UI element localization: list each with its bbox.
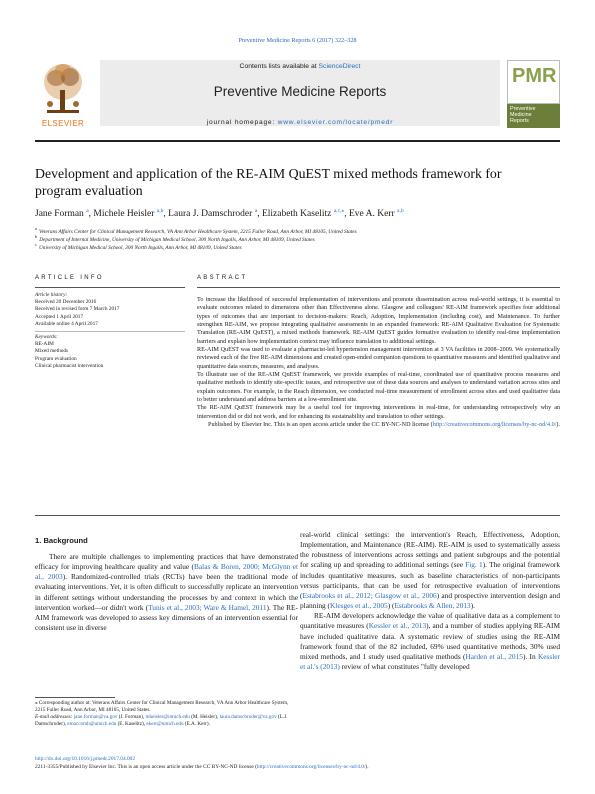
- author-name[interactable]: , Eve A. Kerr: [344, 209, 398, 220]
- abstract-paragraph: RE-AIM QuEST was used to evaluate a pharmacist-led hypertension management intervention at 3 VA facilities in 2008–2009. We systematically reviewed each of the five RE-AIM dimensions and created open-ended companion questions to quantitative measures and identified qualitative and quantitative data sources, measures, and analyses.: [197, 347, 560, 370]
- citation-link[interactable]: Balas & Boren, 2000; McGlynn et al., 2003: [35, 562, 298, 582]
- history-item: Accepted 1 April 2017: [35, 313, 84, 320]
- article-title: [35, 165, 560, 199]
- citation-link[interactable]: Klesges et al., 2005: [329, 601, 388, 611]
- email-label: E-mail addresses:: [35, 714, 74, 721]
- abstract-paragraph: To illustrate use of the RE-AIM QuEST framework, we provide examples of real-time, coordinated use of quantitative process measures and qualitative methods to identify site-specific issues, and retrospective use of these data sources and analyses to understand variation across sites and explain outcomes. For example, in the Reach dimension, we conducted real-time measurement of enrollment across sites and used qualitative data to better understand and address barriers at a low-enrollment site.: [197, 372, 560, 404]
- affiliation-mark: b: [35, 234, 38, 239]
- article-info-divider: [35, 331, 185, 332]
- license-end: ).: [556, 422, 560, 429]
- history-item: Available online 4 April 2017: [35, 320, 98, 327]
- article-info-heading: ARTICLE INFO: [35, 275, 104, 281]
- body-text: ). Randomized-controlled trials (RCTs) have been the traditional mode of evaluating interventions. Yet, it is often difficult to successfully replicate an intervention in different settings without understanding the processes by and context in which the intervention worked—or didn't work (: [35, 572, 299, 612]
- elsevier-logo: [35, 60, 91, 128]
- article-history: [35, 292, 185, 328]
- body-text: There are multiple challenges to implementing practices that have demonstrated efficacy for improving healthcare quality and value (: [35, 552, 298, 572]
- contents-prefix: Contents lists available at: [239, 63, 319, 70]
- journal-reference[interactable]: Preventive Medicine Reports 6 (2017) 322–328: [238, 37, 357, 44]
- body-text: ) (: [387, 601, 395, 611]
- author-affiliation-mark[interactable]: a,b: [156, 208, 164, 214]
- author-affiliation-mark[interactable]: a: [86, 208, 89, 214]
- footnote-rule: [35, 697, 115, 698]
- footnote-emails: [35, 714, 298, 728]
- author-affiliation-mark[interactable]: a,c,⁎: [333, 208, 345, 214]
- citation-link[interactable]: Harden et al., 2015: [465, 651, 523, 661]
- license-text: Published by Elsevier Inc. This is an open access article under the CC BY-NC-ND license (: [208, 422, 433, 429]
- email-link[interactable]: mheisler@umich.edu: [145, 714, 190, 721]
- body-text: ). The original framework includes quantitative measures, such as baseline characteristics of non-participants versus participants, that can be used for retrospective evaluation of interventions (: [300, 560, 560, 600]
- license-statement: [197, 421, 560, 429]
- body-text: ). In: [522, 651, 538, 661]
- journal-cover: [507, 60, 560, 128]
- keyword: Clinical pharmacist intervention: [35, 362, 104, 369]
- email-owner: (E. Kaselitz),: [116, 721, 147, 728]
- license-link[interactable]: http://creativecommons.org/licenses/by-nc-nd/4.0/: [432, 422, 557, 429]
- keyword: RE-AIM: [35, 341, 54, 348]
- body-text: ), and a number of studies applying RE-AIM have included qualitative data. A systematic review of studies using the RE-AIM framework found that of the 82 included, 69% used quantitative methods, 30% used mixed methods, and 1 study used qualitative methods (: [300, 621, 560, 661]
- elsevier-tree-icon: [41, 60, 85, 118]
- body-text: ). The RE-AIM framework was developed to assess key dimensions of an intervention essential for consistent use in diverse: [35, 602, 298, 633]
- body-text: review of what constitutes "fully developed: [339, 662, 470, 672]
- body-text: ).: [470, 601, 476, 611]
- sciencedirect-link[interactable]: ScienceDirect: [318, 63, 361, 70]
- affiliation-text: Veterans Affairs Center for Clinical Management Research, VA Ann Arbor Healthcare System, 2215 Fuller Road, Ann Arbor, MI 48105, United States: [38, 228, 357, 235]
- cover-top: [507, 60, 560, 104]
- footnote-corresponding: [35, 700, 298, 714]
- email-owner: (L.J. Damschroder),: [35, 714, 288, 728]
- abstract-paragraph: The RE-AIM QuEST framework may be a useful tool for improving interventions in real-time, for understanding retrospectively why an intervention did or did not work, and for enhancing its sustainability and translation to other settings.: [197, 405, 560, 420]
- email-link[interactable]: emaccomb@umich.edu: [67, 721, 117, 728]
- history-item: Received in revised form 7 March 2017: [35, 306, 120, 313]
- title-line-2: program evaluation: [35, 183, 143, 198]
- contents-line: [100, 63, 500, 70]
- citation-link[interactable]: Estabrooks & Allen, 2013: [394, 601, 471, 611]
- homepage-label: journal homepage:: [206, 119, 278, 126]
- copyright-license-link[interactable]: http://creativecommons.org/licenses/by-nc-nd/4.0/: [256, 763, 366, 770]
- abstract-paragraph: To increase the likelihood of successful implementation of interventions and promote dissemination across real-world settings, it is essential to evaluate outcomes related to dimensions other than Effectiveness alone. Glasgow and colleagues' RE-AIM framework specifies four additional types of outcomes that are important to decision-makers: Reach, Adoption, Implementation (including cost), and Maintenance. To further strengthen RE-AIM, we propose integrating qualitative assessments in an expanded framework: RE-AIM Qualitative Evaluation for Systematic Translation (RE-AIM QuEST), a mixed methods framework. RE-AIM QuEST guides formative evaluation to identify real-time implementation barriers and explain how implementation context may influence translation to additional settings.: [197, 297, 560, 345]
- affiliation-mark: a: [35, 226, 37, 231]
- cover-subtitle: [510, 106, 558, 124]
- citation-link[interactable]: Kessler et al., 2013: [368, 621, 427, 631]
- keyword: Mixed methods: [35, 348, 69, 355]
- abstract-body: [197, 296, 560, 430]
- abstract-heading: ABSTRACT: [197, 275, 248, 281]
- email-link[interactable]: laura.damschroder@va.gov: [219, 714, 277, 721]
- cover-subtitle-1: Preventive: [510, 106, 536, 112]
- author-name[interactable]: , Laura J. Damschroder: [163, 209, 255, 220]
- body-right-column: [300, 530, 560, 672]
- cover-subtitle-2: Medicine: [510, 112, 532, 118]
- email-owner: (M. Heisler),: [189, 714, 220, 721]
- email-owner: (E.A. Kerr).: [183, 721, 210, 728]
- body-text: real-world clinical settings: the intervention's Reach, Effectiveness, Adoption, Implementation, and Maintenance (RE-AIM). RE-AIM is used to systematically assess the robustness of interventions across settings and patient subgroups and the potential for scaling up and spreading to additional settings (see: [300, 530, 560, 570]
- keywords-label: Keywords:: [35, 334, 58, 340]
- body-paragraph: [35, 552, 298, 633]
- figure-link[interactable]: Fig. 1: [465, 560, 483, 570]
- abstract-rule: [197, 287, 560, 288]
- affiliation-text: Department of Internal Medicine, University of Michigan Medical School, 300 North Ingalls, Ann Arbor, MI 48109, United States: [39, 236, 315, 243]
- author-name[interactable]: , Elizabeth Kaselitz: [257, 209, 334, 220]
- copyright-end: ).: [365, 763, 369, 770]
- article-info-rule: [35, 287, 185, 288]
- author-affiliation-mark[interactable]: a: [254, 208, 258, 214]
- author-name[interactable]: , Michele Heisler: [88, 209, 157, 220]
- title-line-1: Development and application of the RE-AIM QuEST mixed methods framework for: [35, 166, 502, 181]
- email-link[interactable]: ekerr@umich.edu: [146, 721, 184, 728]
- author-list: [35, 208, 560, 219]
- email-owner: (J. Forman),: [117, 714, 146, 721]
- corresponding-author-footnote: [35, 700, 298, 728]
- history-label: Article history:: [35, 292, 68, 298]
- body-paragraph: [300, 530, 560, 611]
- body-paragraph: [300, 611, 560, 672]
- cover-subtitle-3: Reports: [510, 118, 529, 124]
- affiliation-text: University of Michigan Medical School, 300 North Ingalls, Ann Arbor, MI 48109, United States: [38, 244, 242, 251]
- footnote-marker: ⁎: [35, 700, 38, 706]
- author-affiliation-mark[interactable]: a,b: [397, 208, 404, 214]
- keyword: Program evaluation: [35, 355, 77, 362]
- journal-homepage: [100, 119, 500, 126]
- cover-logo: PMR: [512, 65, 557, 87]
- body-left-column: [35, 552, 298, 633]
- body-text: ) and prospective intervention design and planning (: [300, 590, 560, 611]
- keywords: [35, 334, 185, 370]
- author-name[interactable]: Jane Forman: [35, 209, 87, 220]
- copyright-line: [35, 764, 560, 772]
- page-footer: [35, 756, 560, 771]
- history-item: Received 20 December 2016: [35, 299, 97, 306]
- affiliation: [35, 241, 560, 252]
- header-divider: [35, 140, 560, 142]
- abstract-bottom-rule: [35, 515, 560, 516]
- email-link[interactable]: jane.forman@va.gov: [73, 714, 118, 721]
- copyright-text: 2211-3355/Published by Elsevier Inc. This is an open access article under the CC BY-NC-ND license (: [35, 763, 257, 770]
- citation-link[interactable]: Kessler et al.'s (2013): [300, 651, 560, 672]
- citation-link[interactable]: Tunis et al., 2003; Ware & Hamel, 2011: [148, 602, 267, 612]
- section-heading: 1. Background: [35, 536, 88, 545]
- body-text: RE-AIM developers acknowledge the value of qualitative data as a complement to quantitative measures (: [300, 611, 560, 631]
- elsevier-wordmark: ELSEVIER: [41, 119, 85, 128]
- citation-link[interactable]: Estabrooks et al., 2012; Glasgow et al., 2006: [302, 590, 437, 600]
- footnote-text: Corresponding author at: Veterans Affairs Center for Clinical Management Research, VA Ann Arbor Healthcare System, 2215 Fuller Road, Ann Arbor, MI 48105, United States.: [35, 700, 289, 714]
- affiliation-mark: c: [35, 242, 37, 247]
- doi-link[interactable]: http://dx.doi.org/10.1016/j.pmedr.2017.04.002: [35, 756, 136, 762]
- journal-title: Preventive Medicine Reports: [213, 84, 387, 99]
- homepage-link[interactable]: www.elsevier.com/locate/pmedr: [277, 119, 394, 126]
